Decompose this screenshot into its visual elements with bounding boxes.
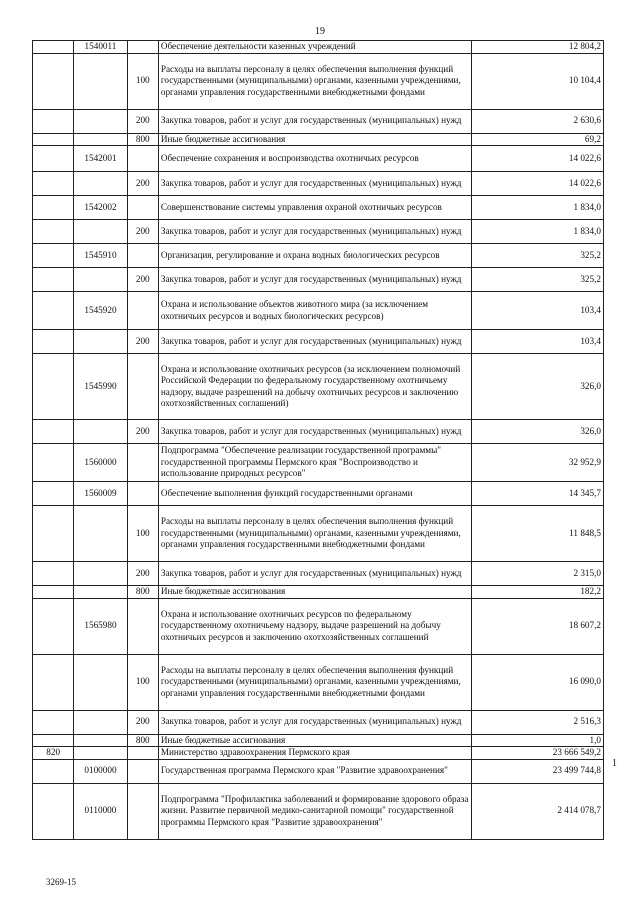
target-article-cell — [74, 133, 127, 146]
ministry-code-cell — [33, 172, 74, 196]
ministry-code-cell — [33, 598, 74, 654]
ministry-code-cell — [33, 41, 74, 54]
item-name-cell: Закупка товаров, работ и услуг для государственных (муниципальных) нужд — [158, 710, 471, 734]
amount-cell: 325,2 — [472, 268, 604, 292]
item-name-cell: Закупка товаров, работ и услуг для государственных (муниципальных) нужд — [158, 220, 471, 244]
ministry-code-cell — [33, 482, 74, 506]
amount-cell: 2 630,6 — [472, 109, 604, 133]
amount-cell: 2 414 078,7 — [472, 783, 604, 839]
ministry-code-cell — [33, 53, 74, 109]
table-row — [33, 562, 604, 586]
item-name-cell: Расходы на выплаты персоналу в целях обеспечения выполнения функций государственными (муниципальными) органами, казенными учреждениями, органами управления государственными внебюджетными фондами — [158, 654, 471, 710]
ministry-code-cell — [33, 734, 74, 747]
item-name-cell: Охрана и использование объектов животного мира (за исключением охотничьих ресурсов и водных биологических ресурсов) — [158, 292, 471, 330]
target-article-cell: 1540011 — [74, 41, 127, 54]
item-name-cell: Организация, регулирование и охрана водных биологических ресурсов — [158, 244, 471, 268]
table-row — [33, 420, 604, 444]
amount-cell: 2 315,0 — [472, 562, 604, 586]
expense-type-cell — [127, 598, 158, 654]
budget-table — [32, 40, 604, 840]
target-article-cell — [74, 330, 127, 354]
item-name-cell: Охрана и использование охотничьих ресурсов (за исключением полномочий Российской Федерации по федеральному государственному охотничьему надзору, выдаче разрешений на добычу охотничьих ресурсов и заключению охотхозяйственных соглашений) — [158, 354, 471, 420]
table-row — [33, 710, 604, 734]
item-name-cell: Подпрограмма "Обеспечение реализации государственной программы" государственной программы Пермского края "Воспроизводство и использование природных ресурсов" — [158, 444, 471, 482]
expense-type-cell: 800 — [127, 133, 158, 146]
table-row — [33, 654, 604, 710]
expense-type-cell — [127, 444, 158, 482]
table-row — [33, 586, 604, 599]
target-article-cell — [74, 654, 127, 710]
ministry-code-cell — [33, 133, 74, 146]
table-row — [33, 53, 604, 109]
table-row — [33, 759, 604, 783]
item-name-cell: Закупка товаров, работ и услуг для государственных (муниципальных) нужд — [158, 562, 471, 586]
table-row — [33, 196, 604, 220]
target-article-cell — [74, 710, 127, 734]
expense-type-cell: 800 — [127, 734, 158, 747]
expense-type-cell — [127, 747, 158, 760]
amount-cell: 1 834,0 — [472, 196, 604, 220]
target-article-cell — [74, 734, 127, 747]
target-article-cell — [74, 53, 127, 109]
expense-type-cell: 200 — [127, 220, 158, 244]
expense-type-cell: 100 — [127, 654, 158, 710]
table-row — [33, 172, 604, 196]
budget-table-body — [33, 41, 604, 840]
amount-cell: 326,0 — [472, 420, 604, 444]
table-row — [33, 734, 604, 747]
amount-cell: 10 104,4 — [472, 53, 604, 109]
item-name-cell: Закупка товаров, работ и услуг для государственных (муниципальных) нужд — [158, 109, 471, 133]
target-article-cell: 0100000 — [74, 759, 127, 783]
table-row — [33, 133, 604, 146]
item-name-cell: Закупка товаров, работ и услуг для государственных (муниципальных) нужд — [158, 330, 471, 354]
expense-type-cell — [127, 146, 158, 172]
amount-cell: 1,0 — [472, 734, 604, 747]
target-article-cell: 1560009 — [74, 482, 127, 506]
expense-type-cell: 200 — [127, 330, 158, 354]
amount-cell: 12 804,2 — [472, 41, 604, 54]
table-row — [33, 268, 604, 292]
item-name-cell: Обеспечение выполнения функций государственными органами — [158, 482, 471, 506]
ministry-code-cell — [33, 783, 74, 839]
amount-cell: 325,2 — [472, 244, 604, 268]
item-name-cell: Государственная программа Пермского края "Развитие здравоохранения" — [158, 759, 471, 783]
target-article-cell: 1542001 — [74, 146, 127, 172]
amount-cell: 32 952,9 — [472, 444, 604, 482]
amount-cell: 11 848,5 — [472, 506, 604, 562]
item-name-cell: Расходы на выплаты персоналу в целях обеспечения выполнения функций государственными (муниципальными) органами, казенными учреждениями, органами управления государственными внебюджетными фондами — [158, 506, 471, 562]
target-article-cell — [74, 268, 127, 292]
target-article-cell — [74, 420, 127, 444]
target-article-cell: 1545910 — [74, 244, 127, 268]
ministry-code-cell — [33, 220, 74, 244]
target-article-cell: 1560000 — [74, 444, 127, 482]
expense-type-cell — [127, 196, 158, 220]
expense-type-cell: 200 — [127, 172, 158, 196]
ministry-code-cell — [33, 146, 74, 172]
page-number: 19 — [315, 26, 325, 37]
ministry-code-cell — [33, 354, 74, 420]
table-row — [33, 598, 604, 654]
expense-type-cell: 100 — [127, 506, 158, 562]
target-article-cell — [74, 220, 127, 244]
expense-type-cell: 200 — [127, 420, 158, 444]
amount-cell: 2 516,3 — [472, 710, 604, 734]
item-name-cell: Иные бюджетные ассигнования — [158, 734, 471, 747]
ministry-code-cell — [33, 506, 74, 562]
table-row — [33, 444, 604, 482]
item-name-cell: Подпрограмма "Профилактика заболеваний и формирование здорового образа жизни. Развитие первичной медико-санитарной помощи" государственной программы Пермского края "Развитие здравоохранения" — [158, 783, 471, 839]
expense-type-cell — [127, 759, 158, 783]
table-row — [33, 146, 604, 172]
margin-mark: 1 — [612, 758, 617, 769]
ministry-code-cell: 820 — [33, 747, 74, 760]
expense-type-cell — [127, 41, 158, 54]
expense-type-cell: 200 — [127, 562, 158, 586]
ministry-code-cell — [33, 759, 74, 783]
expense-type-cell — [127, 482, 158, 506]
ministry-code-cell — [33, 268, 74, 292]
ministry-code-cell — [33, 244, 74, 268]
target-article-cell: 1545990 — [74, 354, 127, 420]
amount-cell: 103,4 — [472, 292, 604, 330]
amount-cell: 23 499 744,8 — [472, 759, 604, 783]
item-name-cell: Обеспечение сохранения и воспроизводства охотничьих ресурсов — [158, 146, 471, 172]
expense-type-cell — [127, 244, 158, 268]
table-row — [33, 330, 604, 354]
ministry-code-cell — [33, 586, 74, 599]
table-row — [33, 220, 604, 244]
amount-cell: 16 090,0 — [472, 654, 604, 710]
table-row — [33, 354, 604, 420]
expense-type-cell — [127, 783, 158, 839]
table-row — [33, 41, 604, 54]
table-row — [33, 482, 604, 506]
ministry-code-cell — [33, 196, 74, 220]
ministry-code-cell — [33, 710, 74, 734]
amount-cell: 1 834,0 — [472, 220, 604, 244]
ministry-code-cell — [33, 654, 74, 710]
table-row — [33, 244, 604, 268]
amount-cell: 14 022,6 — [472, 146, 604, 172]
target-article-cell: 1542002 — [74, 196, 127, 220]
item-name-cell: Министерство здравоохранения Пермского края — [158, 747, 471, 760]
item-name-cell: Охрана и использование охотничьих ресурсов по федеральному государственному охотничьему надзору, выдаче разрешений на добычу охотничьих ресурсов и заключению охотхозяйственных соглашений — [158, 598, 471, 654]
target-article-cell — [74, 586, 127, 599]
target-article-cell — [74, 172, 127, 196]
amount-cell: 18 607,2 — [472, 598, 604, 654]
expense-type-cell: 800 — [127, 586, 158, 599]
amount-cell: 14 345,7 — [472, 482, 604, 506]
target-article-cell: 1565980 — [74, 598, 127, 654]
amount-cell: 326,0 — [472, 354, 604, 420]
expense-type-cell: 100 — [127, 53, 158, 109]
ministry-code-cell — [33, 109, 74, 133]
item-name-cell: Иные бюджетные ассигнования — [158, 586, 471, 599]
target-article-cell — [74, 109, 127, 133]
target-article-cell — [74, 562, 127, 586]
amount-cell: 14 022,6 — [472, 172, 604, 196]
target-article-cell: 1545920 — [74, 292, 127, 330]
expense-type-cell: 200 — [127, 109, 158, 133]
ministry-code-cell — [33, 444, 74, 482]
footer-document-code: 3269-15 — [46, 877, 76, 887]
expense-type-cell — [127, 354, 158, 420]
ministry-code-cell — [33, 420, 74, 444]
expense-type-cell: 200 — [127, 710, 158, 734]
table-row — [33, 783, 604, 839]
item-name-cell: Расходы на выплаты персоналу в целях обеспечения выполнения функций государственными (муниципальными) органами, казенными учреждениями, органами управления государственными внебюджетными фондами — [158, 53, 471, 109]
table-row — [33, 506, 604, 562]
item-name-cell: Иные бюджетные ассигнования — [158, 133, 471, 146]
ministry-code-cell — [33, 292, 74, 330]
target-article-cell: 0110000 — [74, 783, 127, 839]
table-row — [33, 747, 604, 760]
target-article-cell — [74, 747, 127, 760]
ministry-code-cell — [33, 330, 74, 354]
item-name-cell: Обеспечение деятельности казенных учреждений — [158, 41, 471, 54]
item-name-cell: Совершенствование системы управления охраной охотничьих ресурсов — [158, 196, 471, 220]
expense-type-cell — [127, 292, 158, 330]
item-name-cell: Закупка товаров, работ и услуг для государственных (муниципальных) нужд — [158, 420, 471, 444]
ministry-code-cell — [33, 562, 74, 586]
table-row — [33, 292, 604, 330]
amount-cell: 103,4 — [472, 330, 604, 354]
amount-cell: 23 666 549,2 — [472, 747, 604, 760]
target-article-cell — [74, 506, 127, 562]
item-name-cell: Закупка товаров, работ и услуг для государственных (муниципальных) нужд — [158, 268, 471, 292]
amount-cell: 182,2 — [472, 586, 604, 599]
item-name-cell: Закупка товаров, работ и услуг для государственных (муниципальных) нужд — [158, 172, 471, 196]
table-row — [33, 109, 604, 133]
expense-type-cell: 200 — [127, 268, 158, 292]
amount-cell: 69,2 — [472, 133, 604, 146]
